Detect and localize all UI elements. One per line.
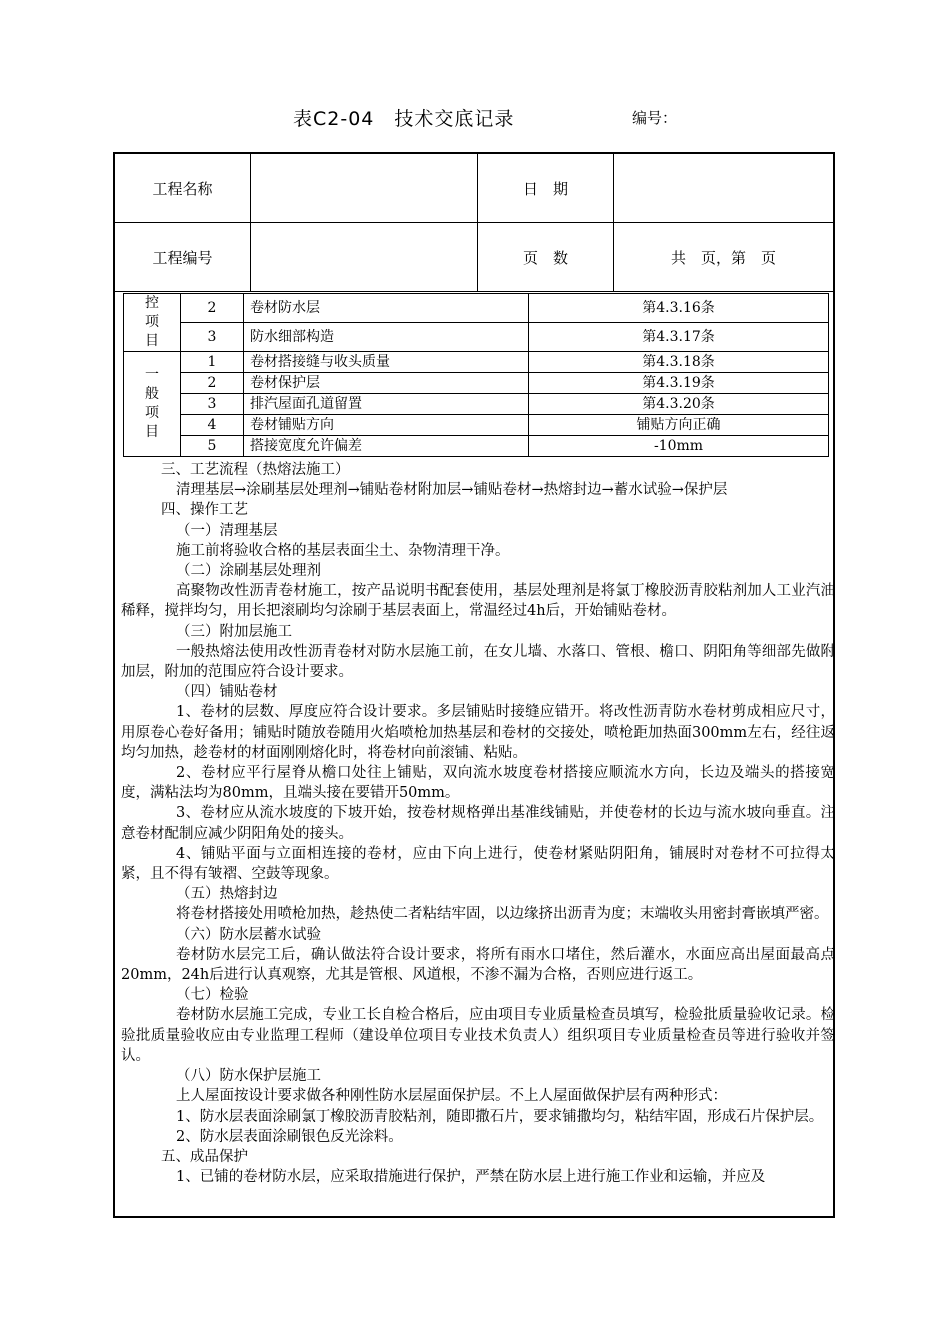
body-paragraph: 4、铺贴平面与立面相连接的卷材，应由下向上进行，使卷材紧贴阴阳角，铺展时对卷材不可拉得太紧，且不得有皱褶、空鼓等现象。 <box>121 845 835 883</box>
record-form <box>113 152 835 1218</box>
inspection-table <box>123 293 829 457</box>
body-paragraph: 1、已铺的卷材防水层，应采取措施进行保护，严禁在防水层上进行施工作业和运输，并应及 <box>176 1169 766 1186</box>
project-no-label: 工程编号 <box>152 248 213 267</box>
body-paragraph: 将卷材搭接处用喷枪加热，趁热使二者粘结牢固，以边缘挤出沥青为度；末端收头用密封膏嵌填严密。 <box>176 906 829 923</box>
row-standard: 铺贴方向正确 <box>529 415 829 436</box>
info-row-project-no <box>115 223 833 292</box>
table-row <box>124 373 829 394</box>
section-heading: （七）检验 <box>176 987 249 1004</box>
row-number: 1 <box>181 352 244 373</box>
table-row <box>124 352 829 373</box>
section-heading: （二）涂刷基层处理剂 <box>176 563 321 580</box>
section-heading: （四）铺贴卷材 <box>176 684 278 701</box>
row-standard: 第4.3.17条 <box>529 323 829 352</box>
body-paragraph: 2、卷材应平行屋脊从檐口处往上铺贴，双向流水坡度卷材搭接应顺流水方向，长边及端头的搭接宽度，满粘法均为80mm，且端头接在要错开50mm。 <box>121 765 835 802</box>
section-heading: 清理基层→涂刷基层处理剂→铺贴卷材附加层→铺贴卷材→热熔封边→蓄水试验→保护层 <box>176 482 728 499</box>
body-paragraph: 1、防水层表面涂刷氯丁橡胶沥青胶粘剂，随即撒石片，要求铺撒均匀，粘结牢固，形成石片保护层。 <box>176 1108 824 1125</box>
body-paragraph: 上人屋面按设计要求做各种刚性防水层屋面保护层。不上人屋面做保护层有两种形式： <box>176 1088 727 1105</box>
table-row <box>124 294 829 323</box>
body-paragraph: 施工前将验收合格的基层表面尘土、杂物清理干净。 <box>176 542 510 559</box>
row-number: 3 <box>181 323 244 352</box>
table-row <box>124 323 829 352</box>
document-number-label: 编号： <box>632 109 678 127</box>
row-item: 搭接宽度允许偏差 <box>244 436 529 457</box>
table-row <box>124 394 829 415</box>
project-name-label: 工程名称 <box>152 179 213 198</box>
row-number: 4 <box>181 415 244 436</box>
title-row <box>0 104 950 136</box>
body-paragraph: 一般热熔法使用改性沥青卷材对防水层施工前，在女儿墙、水落口、管根、檐口、阴阳角等细部先做附加层，附加的范围应符合设计要求。 <box>121 643 835 681</box>
info-row-project-name <box>115 154 833 223</box>
section-heading: 五、成品保护 <box>161 1148 248 1165</box>
project-no-field[interactable] <box>250 223 477 291</box>
row-item: 卷材搭接缝与收头质量 <box>244 352 529 373</box>
row-standard: 第4.3.20条 <box>529 394 829 415</box>
row-number: 2 <box>181 373 244 394</box>
row-number: 5 <box>181 436 244 457</box>
body-paragraph: 2、防水层表面涂刷银色反光涂料。 <box>176 1128 403 1145</box>
row-standard: -10mm <box>529 436 829 457</box>
row-item: 排汽屋面孔道留置 <box>244 394 529 415</box>
row-item: 卷材保护层 <box>244 373 529 394</box>
section-heading: （五）热熔封边 <box>176 886 278 903</box>
row-standard: 第4.3.19条 <box>529 373 829 394</box>
row-item: 防水细部构造 <box>244 323 529 352</box>
section-heading: （一）清理基层 <box>176 522 278 539</box>
body-paragraph: 卷材防水层施工完成，专业工长自检合格后，应由项目专业质量检查员填写，检验批质量验收记录。检验批质量验收应由专业监理工程师（建设单位项目专业技术负责人）组织项目专业质量检查员等进行验收并签认。 <box>121 1007 835 1064</box>
row-number: 3 <box>181 394 244 415</box>
main-category-cell: 控 项 目 <box>124 294 181 352</box>
document-title: 表C2-04 技术交底记录 <box>293 108 515 130</box>
body-paragraph: 3、卷材应从流水坡度的下坡开始，按卷材规格弹出基准线铺贴，并使卷材的长边与流水坡向垂直。注意卷材配制应减少阴阳角处的接头。 <box>121 805 835 842</box>
body-paragraph: 高聚物改性沥青卷材施工，按产品说明书配套使用，基层处理剂是将氯丁橡胶沥青胶粘剂加人工业汽油稀释，搅拌均匀，用长把滚刷均匀涂刷于基层表面上，常温经过4h后，开始铺贴卷材。 <box>121 583 835 620</box>
row-standard: 第4.3.18条 <box>529 352 829 373</box>
table-row <box>124 436 829 457</box>
body-paragraph: 卷材防水层完工后，确认做法符合设计要求，将所有雨水口堵住，然后灌水，水面应高出屋面最高点20mm，24h后进行认真观察，尤其是管根、风道根，不渗不漏为合格，否则应进行返工。 <box>121 946 835 984</box>
row-item: 卷材防水层 <box>244 294 529 323</box>
section-heading: （三）附加层施工 <box>176 623 292 640</box>
date-label: 日 期 <box>477 154 613 222</box>
body-paragraph: 1、卷材的层数、厚度应符合设计要求。多层铺贴时接缝应错开。将改性沥青防水卷材剪成相应尺寸，用原卷心卷好备用；铺贴时随放卷随用火焰喷枪加热基层和卷材的交接处，喷枪距加热面300mm左右，经往返均匀加热，趁卷材的材面刚刚熔化时，将卷材向前滚铺、粘贴。 <box>121 704 835 761</box>
row-standard: 第4.3.16条 <box>529 294 829 323</box>
disclosure-content <box>115 460 835 1187</box>
pages-value: 共 页，第 页 <box>613 223 833 291</box>
section-heading: 三、工艺流程（热熔法施工） <box>161 462 350 478</box>
row-item: 卷材铺贴方向 <box>244 415 529 436</box>
general-category-cell: 一 般 项 目 <box>124 352 181 457</box>
row-number: 2 <box>181 294 244 323</box>
table-row <box>124 415 829 436</box>
date-field[interactable] <box>613 154 833 222</box>
project-name-field[interactable] <box>250 154 477 222</box>
section-heading: （八）防水保护层施工 <box>176 1068 321 1085</box>
section-heading: 四、操作工艺 <box>161 502 248 519</box>
pages-label: 页 数 <box>477 223 613 291</box>
section-heading: （六）防水层蓄水试验 <box>176 926 321 943</box>
